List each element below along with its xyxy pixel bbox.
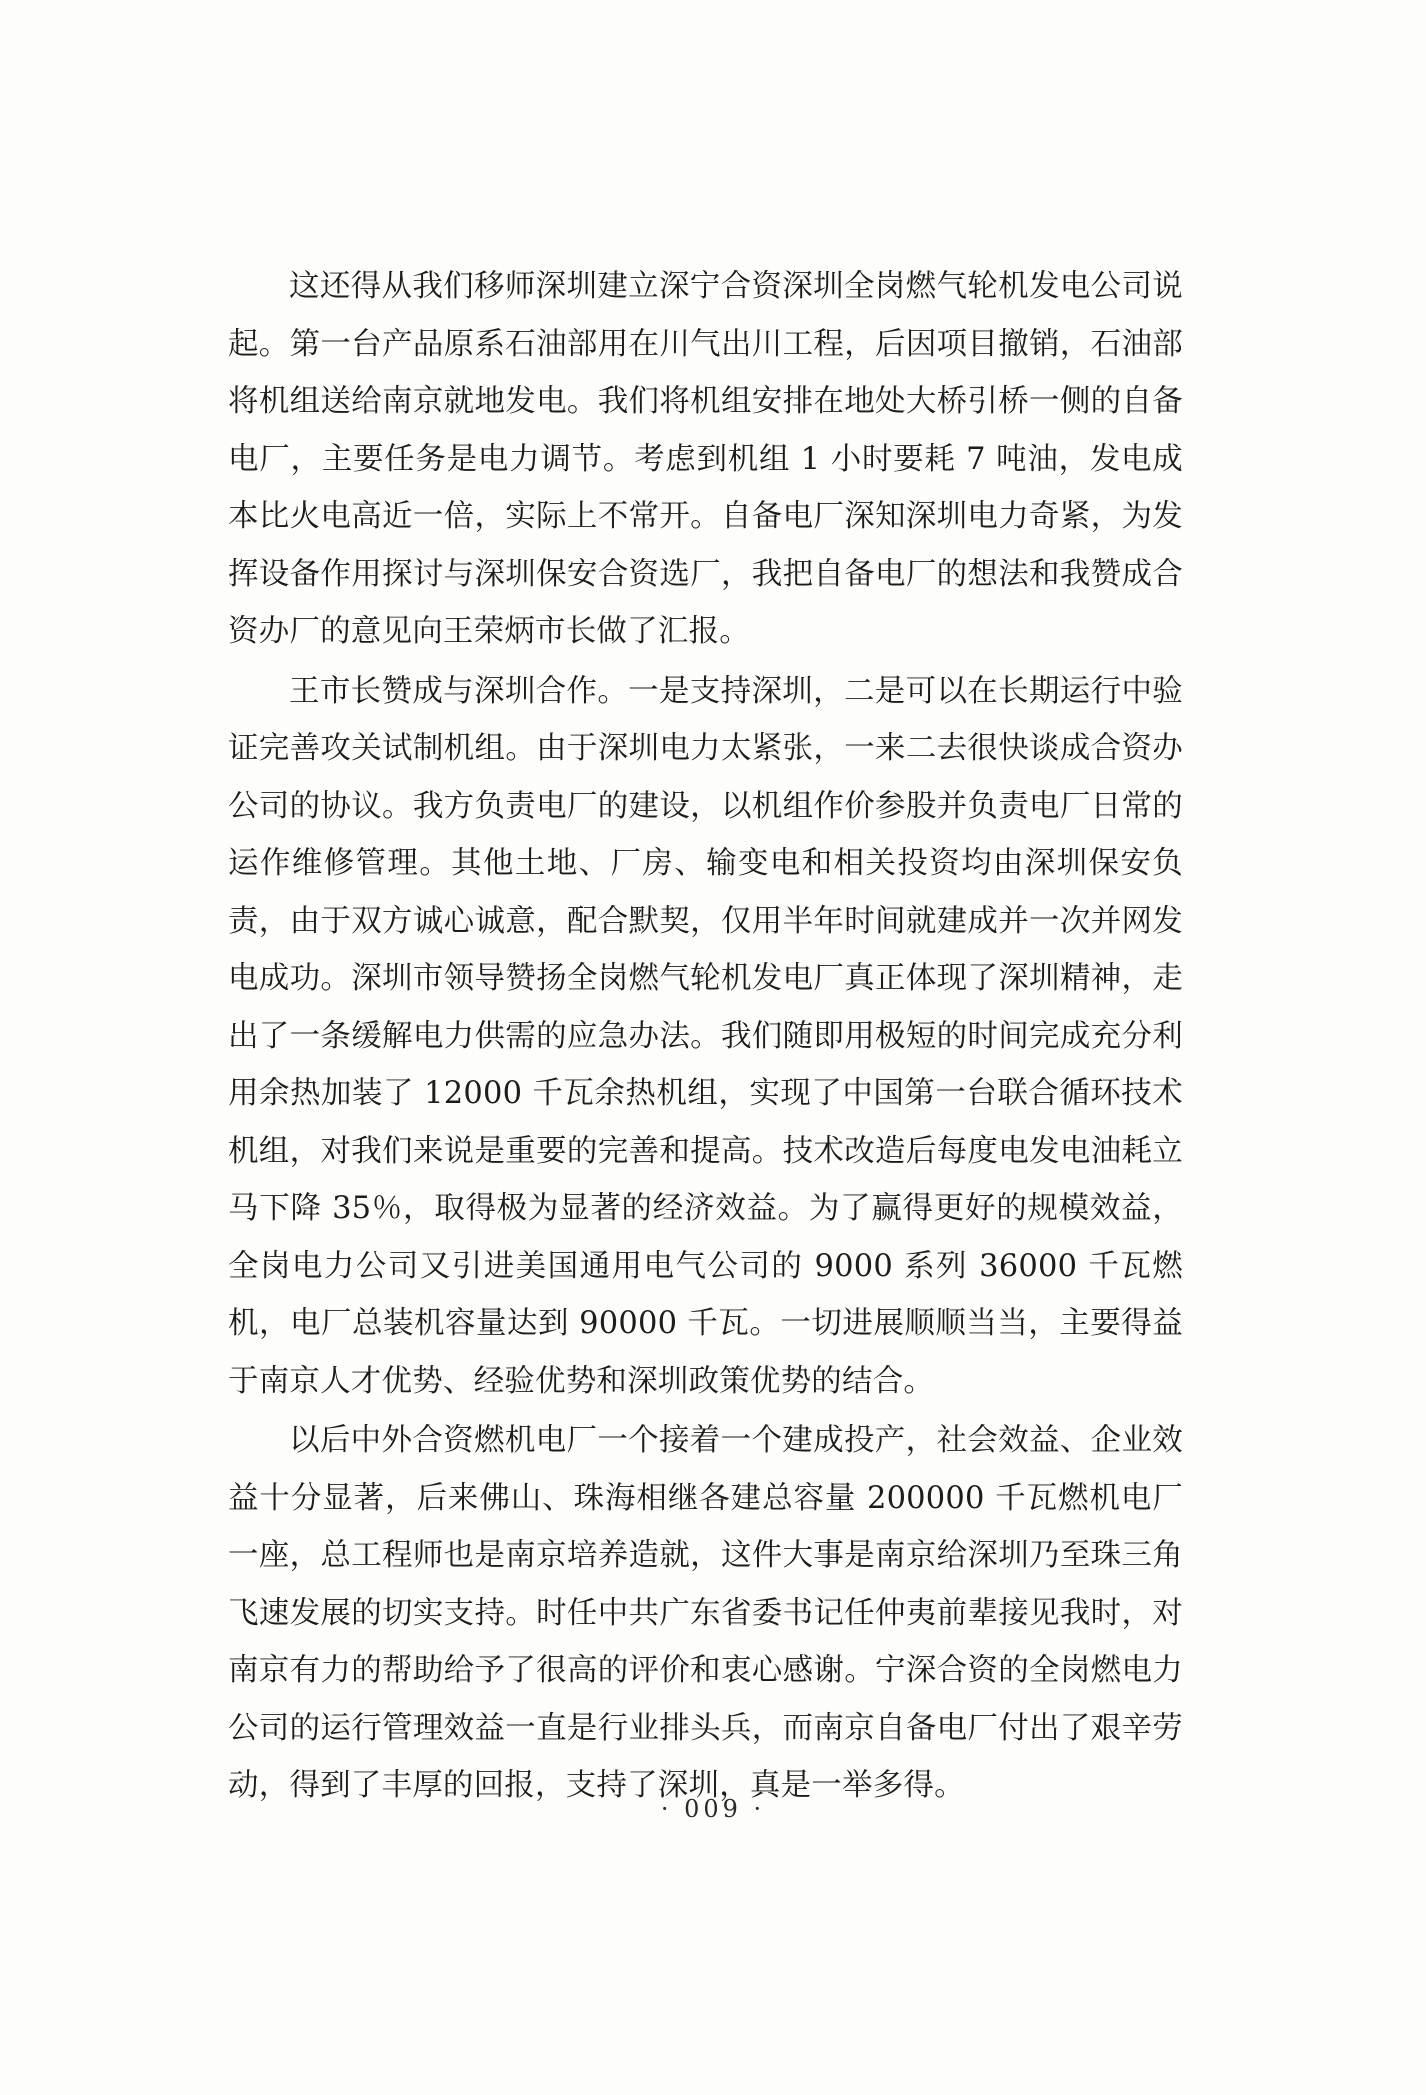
paragraph-1: 这还得从我们移师深圳建立深宁合资深圳全岗燃气轮机发电公司说起。第一台产品原系石油部用在川气出川工程，后因项目撤销，石油部将机组送给南京就地发电。我们将机组安排在地处大桥引桥一侧的自备电厂，主要任务是电力调节。考虑到机组 1 小时要耗 7 吨油，发电成本比火电高近一倍，实际上不常开。自备电厂深知深圳电力奇紧，为发挥设备作用探讨与深圳保安合资选厂，我把自备电厂的想法和我赞成合资办厂的意见向王荣炳市长做了汇报。 xyxy=(228,269,1183,649)
body-text xyxy=(228,258,1183,1817)
page-number: · 009 · xyxy=(660,1795,766,1823)
paragraph-2: 王市长赞成与深圳合作。一是支持深圳，二是可以在长期运行中验证完善攻关试制机组。由于深圳电力太紧张，一来二去很快谈成合资办公司的协议。我方负责电厂的建设，以机组作价参股并负责电厂日常的运作维修管理。其他土地、厂房、输变电和相关投资均由深圳保安负责，由于双方诚心诚意，配合默契，仅用半年时间就建成并一次并网发电成功。深圳市领导赞扬全岗燃气轮机发电厂真正体现了深圳精神，走出了一条缓解电力供需的应急办法。我们随即用极短的时间完成充分利用余热加装了 12000 千瓦余热机组，实现了中国第一台联合循环技术机组，对我们来说是重要的完善和提高。技术改造后每度电发电油耗立马下降 35％，取得极为显著的经济效益。为了赢得更好的规模效益，全岗电力公司又引进美国通用电气公司的 9000 系列 36000 千瓦燃机，电厂总装机容量达到 90000 千瓦。一切进展顺顺当当，主要得益于南京人才优势、经验优势和深圳政策优势的结合。 xyxy=(228,673,1183,1399)
paragraph-3: 以后中外合资燃机电厂一个接着一个建成投产，社会效益、企业效益十分显著，后来佛山、珠海相继各建总容量 200000 千瓦燃机电厂一座，总工程师也是南京培养造就，这件大事是南京给深圳乃至珠三角飞速发展的切实支持。时任中共广东省委书记任仲夷前辈接见我时，对南京有力的帮助给予了很高的评价和衷心感谢。宁深合资的全岗燃电力公司的运行管理效益一直是行业排头兵，而南京自备电厂付出了艰辛劳动，得到了丰厚的回报，支持了深圳，真是一举多得。 xyxy=(228,1423,1183,1803)
